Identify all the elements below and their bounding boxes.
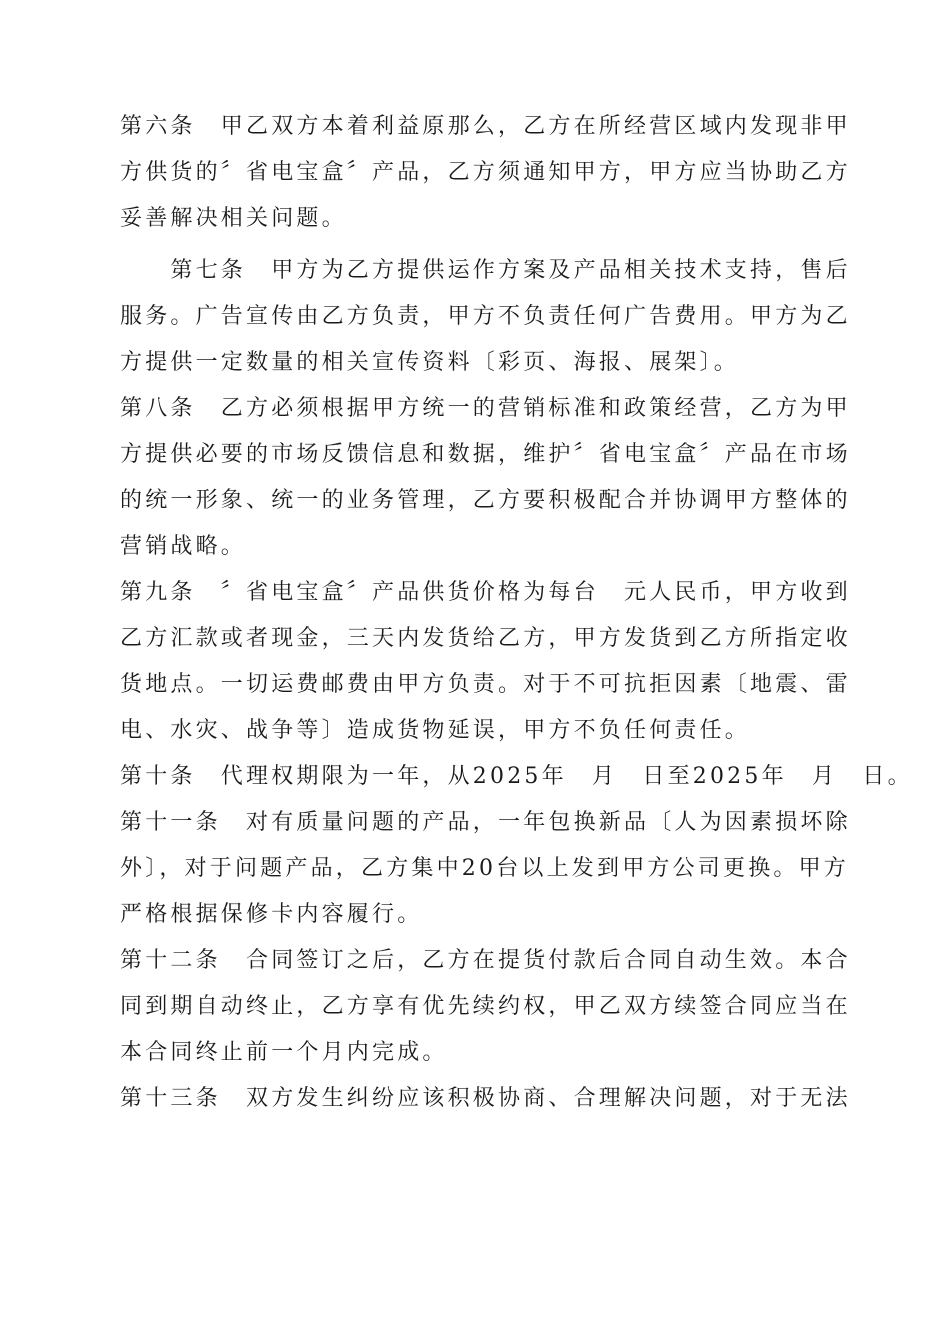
text-line: 第十二条 合同签订之后，乙方在提货付款后合同自动生效。本合	[120, 948, 851, 973]
text-line: 服务。广告宣传由乙方负责，甲方不负责任何广告费用。甲方为乙	[120, 304, 851, 329]
text-line: 方提供必要的市场反馈信息和数据，维护〞省电宝盒〞产品在市场	[120, 442, 851, 467]
text-line: 本合同终止前一个月内完成。	[120, 1040, 448, 1065]
text-line: 营销战略。	[120, 534, 247, 559]
text-line: 的统一形象、统一的业务管理，乙方要积极配合并协调甲方整体的	[120, 488, 851, 513]
text-line: 第十三条 双方发生纠纷应该积极协商、合理解决问题，对于无法	[120, 1086, 851, 1111]
text-line: 第九条 〞省电宝盒〞产品供货价格为每台 元人民币，甲方收到	[120, 580, 851, 605]
text-line: 电、水灾、战争等〕造成货物延误，甲方不负任何责任。	[120, 718, 751, 743]
text-line: 第八条 乙方必须根据甲方统一的营销标准和政策经营，乙方为甲	[120, 396, 851, 421]
text-line: 货地点。一切运费邮费由甲方负责。对于不可抗拒因素〔地震、雷	[120, 672, 851, 697]
text-line: 第六条 甲乙双方本着利益原那么，乙方在所经营区域内发现非甲	[120, 114, 851, 139]
text-line: 第十条 代理权期限为一年，从2025年 月 日至2025年 月 日。	[120, 764, 913, 789]
text-line: 妥善解决相关问题。	[120, 206, 347, 231]
text-line: 第十一条 对有质量问题的产品，一年包换新品〔人为因素损坏除	[120, 810, 851, 835]
text-line: 方提供一定数量的相关宣传资料〔彩页、海报、展架〕。	[120, 350, 740, 375]
text-line: 严格根据保修卡内容履行。	[120, 902, 423, 927]
text-line: 外〕，对于问题产品，乙方集中20台以上发到甲方公司更换。甲方	[120, 856, 849, 881]
text-line: 第七条 甲方为乙方提供运作方案及产品相关技术支持，售后	[120, 258, 851, 283]
text-line: 乙方汇款或者现金，三天内发货给乙方，甲方发货到乙方所指定收	[120, 626, 851, 651]
text-line: 同到期自动终止，乙方享有优先续约权，甲乙双方续签合同应当在	[120, 994, 851, 1019]
text-line: 方供货的〞省电宝盒〞产品，乙方须通知甲方，甲方应当协助乙方	[120, 160, 851, 185]
contract-text	[120, 104, 913, 1122]
